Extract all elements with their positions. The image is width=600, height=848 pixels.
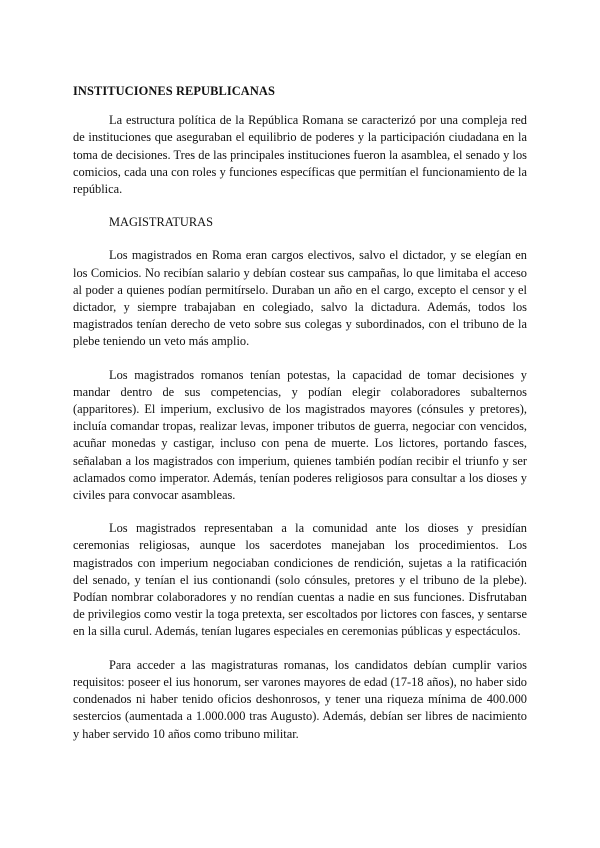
body-paragraph: Para acceder a las magistraturas romanas, los candidatos debían cumplir varios requisitos: poseer el ius honorum, ser varones mayores de edad (17-18 años), no haber sido condenados ni haber tenido oficios deshonrosos, y tener una riqueza mínima de 400.000 sestercios (aumentada a 1.000.000 tras Augusto). Además, debían ser libres de nacimiento y haber servido 10 años como tribuno militar. bbox=[73, 657, 527, 741]
document-page bbox=[73, 83, 527, 759]
section-title: MAGISTRATURAS bbox=[109, 215, 213, 230]
document-title: INSTITUCIONES REPUBLICANAS bbox=[73, 84, 275, 98]
body-paragraph: Los magistrados en Roma eran cargos electivos, salvo el dictador, y se elegían en los Comicios. No recibían salario y debían costear sus campañas, lo que limitaba el acceso al poder a quienes podían permitírselo. Duraban un año en el cargo, excepto el censor y el dictador, y siempre trabajaban en colegiado, salvo la dictadura. Además, todos los magistrados tenían derecho de veto sobre sus colegas y subordinados, con el tribuno de la plebe teniendo un veto más amplio. bbox=[73, 248, 527, 349]
intro-paragraph: La estructura política de la República Romana se caracterizó por una compleja red de instituciones que aseguraban el equilibrio de poderes y la participación ciudadana en la toma de decisiones. Tres de las principales instituciones fueron la asamblea, el senado y los comicios, cada una con roles y funciones específicas que permitían el funcionamiento de la república. bbox=[73, 113, 527, 197]
body-paragraph: Los magistrados representaban a la comunidad ante los dioses y presidían ceremonias religiosas, aunque los sacerdotes manejaban los procedimientos. Los magistrados con imperium negociaban condiciones de rendición, sujetas a la ratificación del senado, y tenían el ius contionandi (solo cónsules, pretores y el tribuno de la plebe). Podían nombrar colaboradores y no rendían cuentas a nadie en sus funciones. Disfrutaban de privilegios como vestir la toga pretexta, ser escoltados por lictores con fasces, y sentarse en la silla curul. Además, tenían lugares especiales en ceremonias públicas y espectáculos. bbox=[73, 521, 527, 639]
body-paragraph: Los magistrados romanos tenían potestas, la capacidad de tomar decisiones y mandar dentro de sus competencias, y podían elegir colaboradores subalternos (apparitores). El imperium, exclusivo de los magistrados mayores (cónsules y pretores), incluía comandar tropas, realizar levas, imponer tributos de guerra, negociar con vencidos, acuñar monedas y castigar, incluso con pena de muerte. Los lictores, portando fasces, señalaban a los magistrados con imperium, quienes también podían recibir el triunfo y ser aclamados como imperator. Además, tenían poderes religiosos para consultar a los dioses y civiles para convocar asambleas. bbox=[73, 367, 527, 503]
